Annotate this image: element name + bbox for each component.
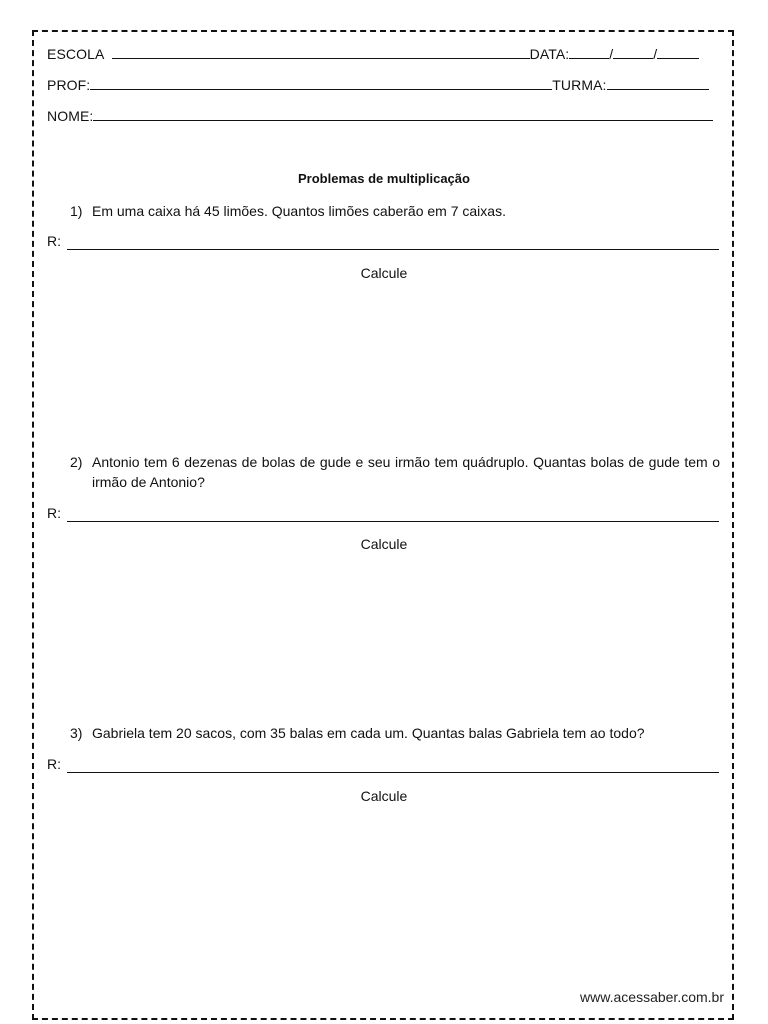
answer-label: R: <box>47 756 61 772</box>
prof-label: PROF: <box>47 77 91 93</box>
answer-row-2 <box>47 504 719 522</box>
date-month-field[interactable] <box>613 45 653 59</box>
prof-row <box>47 76 709 94</box>
date-separator: / <box>653 46 658 62</box>
answer-label: R: <box>47 233 61 249</box>
answer-line[interactable] <box>67 507 719 522</box>
calculate-label-1: Calcule <box>360 265 408 281</box>
date-day-field[interactable] <box>569 45 609 59</box>
question-text: Em uma caixa há 45 limões. Quantos limões caberão em 7 caixas. <box>92 203 506 219</box>
nome-row <box>47 107 713 125</box>
question-text: Gabriela tem 20 sacos, com 35 balas em cada um. Quantas balas Gabriela tem ao todo? <box>92 725 645 741</box>
question-number: 3) <box>70 725 83 741</box>
question-1 <box>70 201 720 221</box>
question-2 <box>70 452 720 492</box>
answer-row-3 <box>47 755 719 773</box>
question-text: Antonio tem 6 dezenas de bolas de gude e seu irmão tem quádruplo. Quantas bolas de gude tem o irmão de Antonio? <box>92 454 720 490</box>
escola-row <box>47 45 699 63</box>
turma-field[interactable] <box>607 76 709 90</box>
answer-line[interactable] <box>67 758 719 773</box>
worksheet-title: Problemas de multiplicação <box>298 171 470 186</box>
answer-label: R: <box>47 505 61 521</box>
escola-label: ESCOLA <box>47 46 104 62</box>
question-number: 2) <box>70 454 83 470</box>
nome-field[interactable] <box>93 107 713 121</box>
footer-website: www.acessaber.com.br <box>580 989 724 1005</box>
data-label: DATA: <box>529 46 570 62</box>
calculate-label-3: Calcule <box>360 788 408 804</box>
nome-label: NOME: <box>47 108 94 124</box>
answer-row-1 <box>47 232 719 250</box>
answer-line[interactable] <box>67 235 719 250</box>
prof-field[interactable] <box>90 76 552 90</box>
escola-field[interactable] <box>112 45 530 59</box>
question-number: 1) <box>70 203 83 219</box>
date-separator: / <box>609 46 614 62</box>
calculate-label-2: Calcule <box>360 536 408 552</box>
turma-label: TURMA: <box>552 77 607 93</box>
question-3 <box>70 723 720 743</box>
date-year-field[interactable] <box>657 45 699 59</box>
